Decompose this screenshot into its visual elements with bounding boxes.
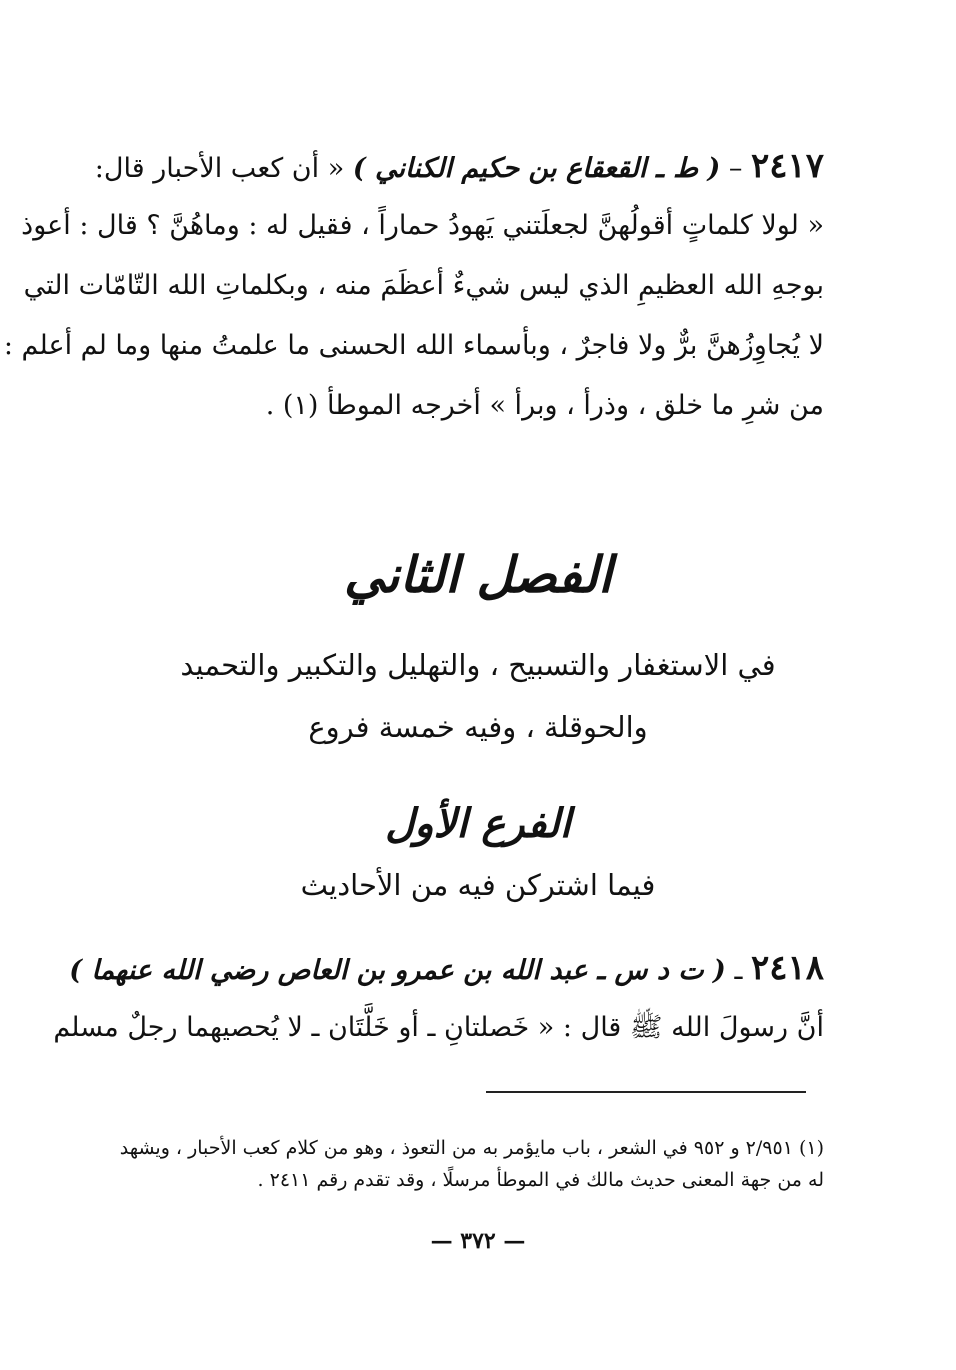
hadith-text: « أن كعب الأحبار قال: [94, 153, 345, 184]
hadith-dash: ـ [734, 955, 743, 986]
hadith-2418-line-1 [69, 942, 824, 1002]
hadith-2417-line-2: « لولا كلماتٍ أقولُهنَّ لجعلَتني يَهودُ حماراً ، فقيل له : وماهُنَّ ؟ قال : أعوذ [21, 210, 824, 241]
hadith-2418-line-2: أنَّ رسولَ الله ﷺ قال : « خَصلتانِ ـ أو خَلَّتَان ـ لا يُحصيهما رجلٌ مسلم [53, 1012, 824, 1043]
hadith-2417-line-5: من شرِ ما خلق ، وذرأ ، وبرأ » أخرجه الموطأ (١) . [265, 390, 824, 421]
branch-title: الفرع الأول [385, 800, 571, 847]
footnote-line-1: (١) ٢/٩٥١ و ٩٥٢ في الشعر ، باب مايؤمر به من التعوذ ، وهو من كلام كعب الأحبار ، ويشهد [119, 1137, 824, 1159]
hadith-2417-line-4: لا يُجاوِزُهنَّ برٌّ ولا فاجرٌ ، وبأسماء الله الحسنى ما علمتُ منها وما لم أعلم : [3, 330, 824, 361]
hadith-dash: – [728, 153, 743, 184]
hadith-source: ( ت د س ـ عبد الله بن عمرو بن العاص رضي الله عنهما ) [69, 955, 726, 986]
chapter-title: الفصل الثاني [343, 545, 613, 604]
footnote-line-2: له من جهة المعنى حديث مالك في الموطأ مرسلًا ، وقد تقدم رقم ٢٤١١ . [257, 1169, 824, 1191]
hadith-number: ٢٤١٧ [750, 146, 824, 186]
hadith-source: ( ط ـ القعقاع بن حكيم الكناني ) [352, 153, 721, 184]
footnote-divider [486, 1091, 806, 1093]
hadith-2417-line-3: بوجهِ الله العظيمِ الذي ليس شيءٌ أعظَمَ منه ، وبكلماتِ الله التّامّات التي [23, 270, 824, 301]
hadith-2417-line-1 [92, 140, 824, 200]
chapter-subtitle-line-1: في الاستغفار والتسبيح ، والتهليل والتكبير والتحميد [180, 648, 776, 682]
hadith-number: ٢٤١٨ [750, 948, 824, 988]
branch-subtitle: فيما اشتركن فيه من الأحاديث [300, 868, 656, 902]
hadith-2418 [53, 942, 824, 1062]
chapter-subtitle-line-2: والحوقلة ، وفيه خمسة فروع [308, 710, 648, 744]
page-number: — ٣٧٢ — [430, 1228, 526, 1254]
hadith-2417 [3, 140, 824, 440]
